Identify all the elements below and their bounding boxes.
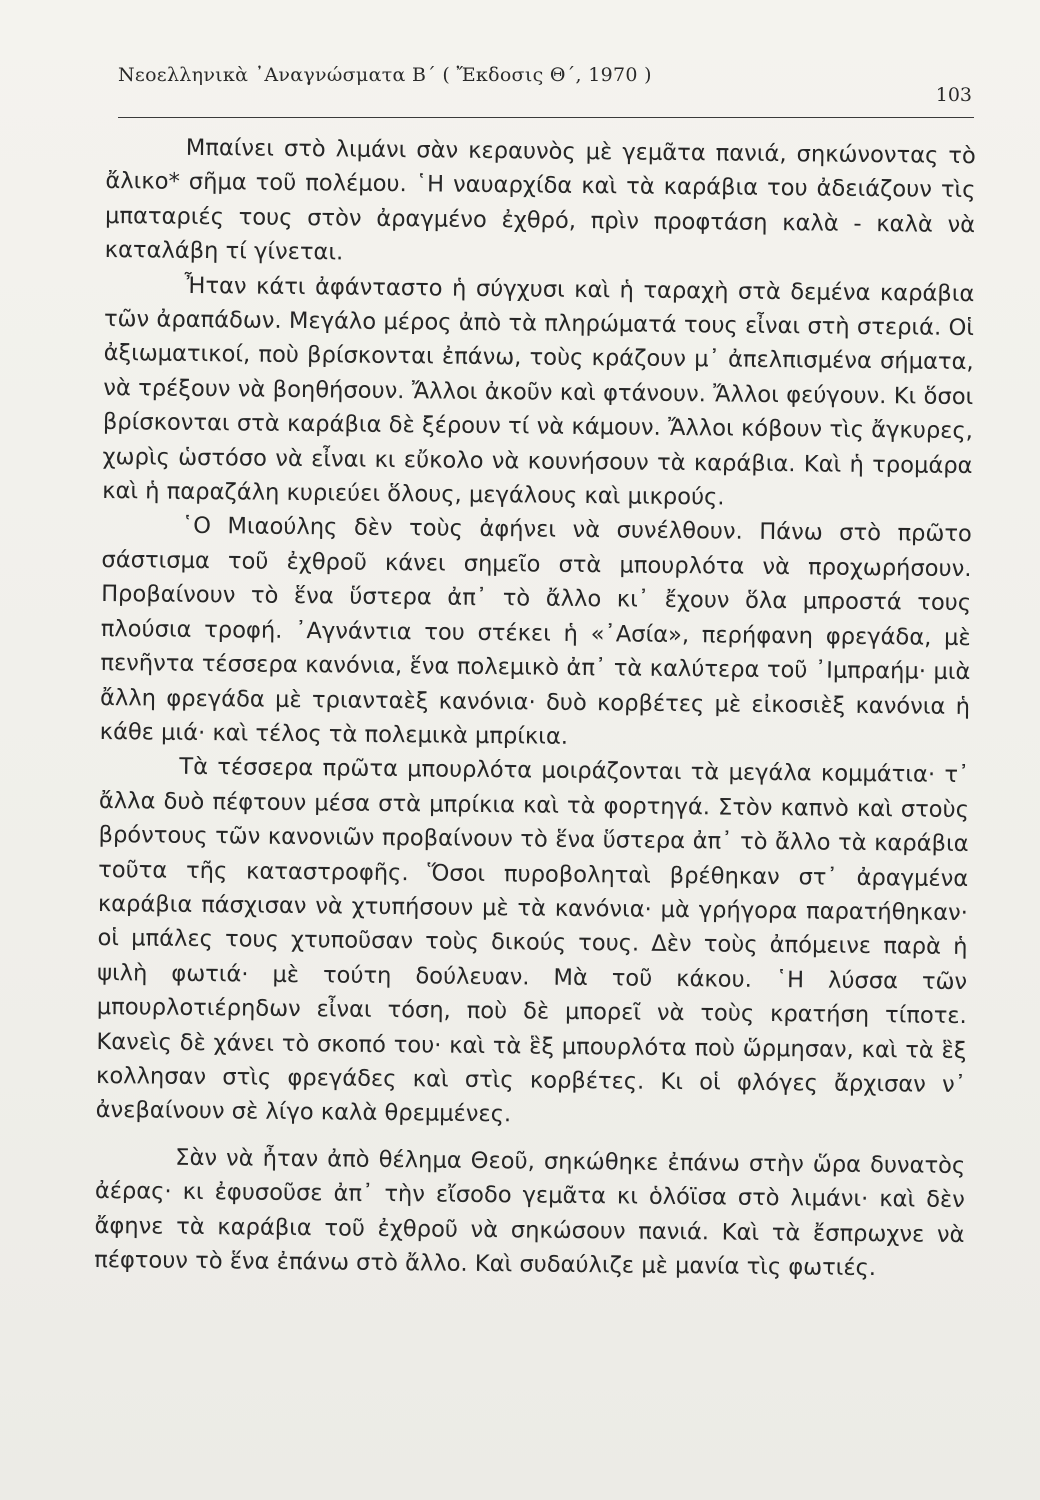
paragraph-4: Τὰ τέσσερα πρῶτα μπουρλότα μοιράζονται τὰ μεγάλα κομμάτια· τ᾽ ἄλλα δυὸ πέφτουν μέσα στὰ μπρίκια καὶ τὰ φορτηγά. Στὸν καπνὸ καὶ στοὺς βρόντους τῶν κανονιῶν προβαίνουν τὸ ἕνα ὕστερα ἀπ᾽ τὸ ἄλλο τὰ καράβια τοῦτα τῆς καταστροφῆς. Ὅσοι πυροβοληταὶ βρέθηκαν στ᾽ ἀραγμένα καράβια πάσχισαν νὰ χτυπήσουν μὲ τὰ κανόνια· μὰ γρήγορα παρατήθηκαν· οἱ μπάλες τους χτυποῦσαν τοὺς δικούς τους. Δὲν τοὺς ἀπόμεινε παρὰ ἡ ψιλὴ φωτιά· μὲ τούτη δούλευαν. Μὰ τοῦ κάκου. ῾Η λύσσα τῶν μπουρλοτιέρηδων εἶναι τόση, ποὺ δὲ μπορεῖ νὰ τοὺς κρατήση τίποτε. Κανεὶς δὲ χάνει τὸ σκοπό του· καὶ τὰ ἓξ μπουρλότα ποὺ ὥρμησαν, καὶ τὰ ἓξ κολλησαν στὶς φρεγάδες καὶ στὶς κορβέτες. Κι οἱ φλόγες ἄρχισαν ν᾽ ἀνεβαίνουν σὲ λίγο καλὰ θρεμμένες. <box>95 754 970 1128</box>
running-header <box>118 62 974 106</box>
header-rule <box>118 117 974 118</box>
page-number: 103 <box>935 84 972 106</box>
paragraph-1: Μπαίνει στὸ λιμάνι σὰν κεραυνὸς μὲ γεμᾶτα πανιά, σηκώνοντας τὸ ἄλικο* σῆμα τοῦ πολέμου. ῾Η ναυαρχίδα καὶ τὰ καράβια του ἀδειάζουν τὶς μπαταριές τους στὸν ἀραγμένο ἐχθρό, πρὶν προφτάση καλὰ - καλὰ νὰ καταλάβη τί γίνεται. <box>104 134 976 266</box>
running-header-title: Νεοελληνικὰ ᾽Αναγνώσματα Β΄ ( Ἔκδοσις Θ΄, 1970 ) <box>118 64 652 86</box>
paragraph-5: Σὰν νὰ ἦταν ἀπὸ θέλημα Θεοῦ, σηκώθηκε ἐπάνω στὴν ὥρα δυνατὸς ἀέρας· κι ἐφυσοῦσε ἀπ᾽ τὴν εἴσοδο γεμᾶτα κι ὁλόϊσα στὸ λιμάνι· καὶ δὲν ἄφηνε τὰ καράβια τοῦ ἐχθροῦ νὰ σηκώσουν πανιά. Καὶ τὰ ἔσπρωχνε νὰ πέφτουν τὸ ἕνα ἐπάνω στὸ ἄλλο. Καὶ συδαύλιζε μὲ μανία τὶς φωτιές. <box>94 1144 966 1282</box>
paragraph-3: ῾Ο Μιαούλης δὲν τοὺς ἀφήνει νὰ συνέλθουν. Πάνω στὸ πρῶτο σάστισμα τοῦ ἐχθροῦ κάνει σημεῖο στὰ μπουρλότα νὰ προχωρήσουν. Προβαίνουν τὸ ἕνα ὕστερα ἀπ᾽ τὸ ἄλλο κι᾽ ἔχουν ὅλα μπροστά τους πλούσια τροφή. ᾽Αγνάντια του στέκει ἡ «᾽Ασία», περήφανη φρεγάδα, μὲ πενῆντα τέσσερα κανόνια, ἕνα πολεμικὸ ἀπ᾽ τὰ καλύτερα τοῦ ᾽Ιμπραήμ· μιὰ ἄλλη φρεγάδα μὲ τριανταὲξ κανόνια· δυὸ κορβέτες μὲ εἰκοσιὲξ κανόνια ἡ κάθε μιά· καὶ τέλος τὰ πολεμικὰ μπρίκια. <box>99 513 972 750</box>
paragraph-2: Ἦταν κάτι ἀφάνταστο ἡ σύγχυσι καὶ ἡ ταραχὴ στὰ δεμένα καράβια τῶν ἀραπάδων. Μεγάλο μέρος ἀπὸ τὰ πληρώματά τους εἶναι στὴ στεριά. Οἱ ἀξιωματικοί, ποὺ βρίσκονται ἐπάνω, τοὺς κράζουν μ᾽ ἀπελπισμένα σήματα, νὰ τρέξουν νὰ βοηθήσουν. Ἄλλοι ἀκοῦν καὶ φτάνουν. Ἄλλοι φεύγουν. Κι ὅσοι βρίσκονται στὰ καράβια δὲ ξέρουν τί νὰ κάμουν. Ἄλλοι κόβουν τὶς ἄγκυρες, χωρὶς ὡστόσο νὰ εἶναι κι εὔκολο νὰ κουνήσουν τὰ καράβια. Καὶ ἡ τρομάρα καὶ ἡ παραζάλη κυριεύει ὅλους, μεγάλους καὶ μικρούς. <box>102 272 975 511</box>
body-text <box>94 130 976 1286</box>
